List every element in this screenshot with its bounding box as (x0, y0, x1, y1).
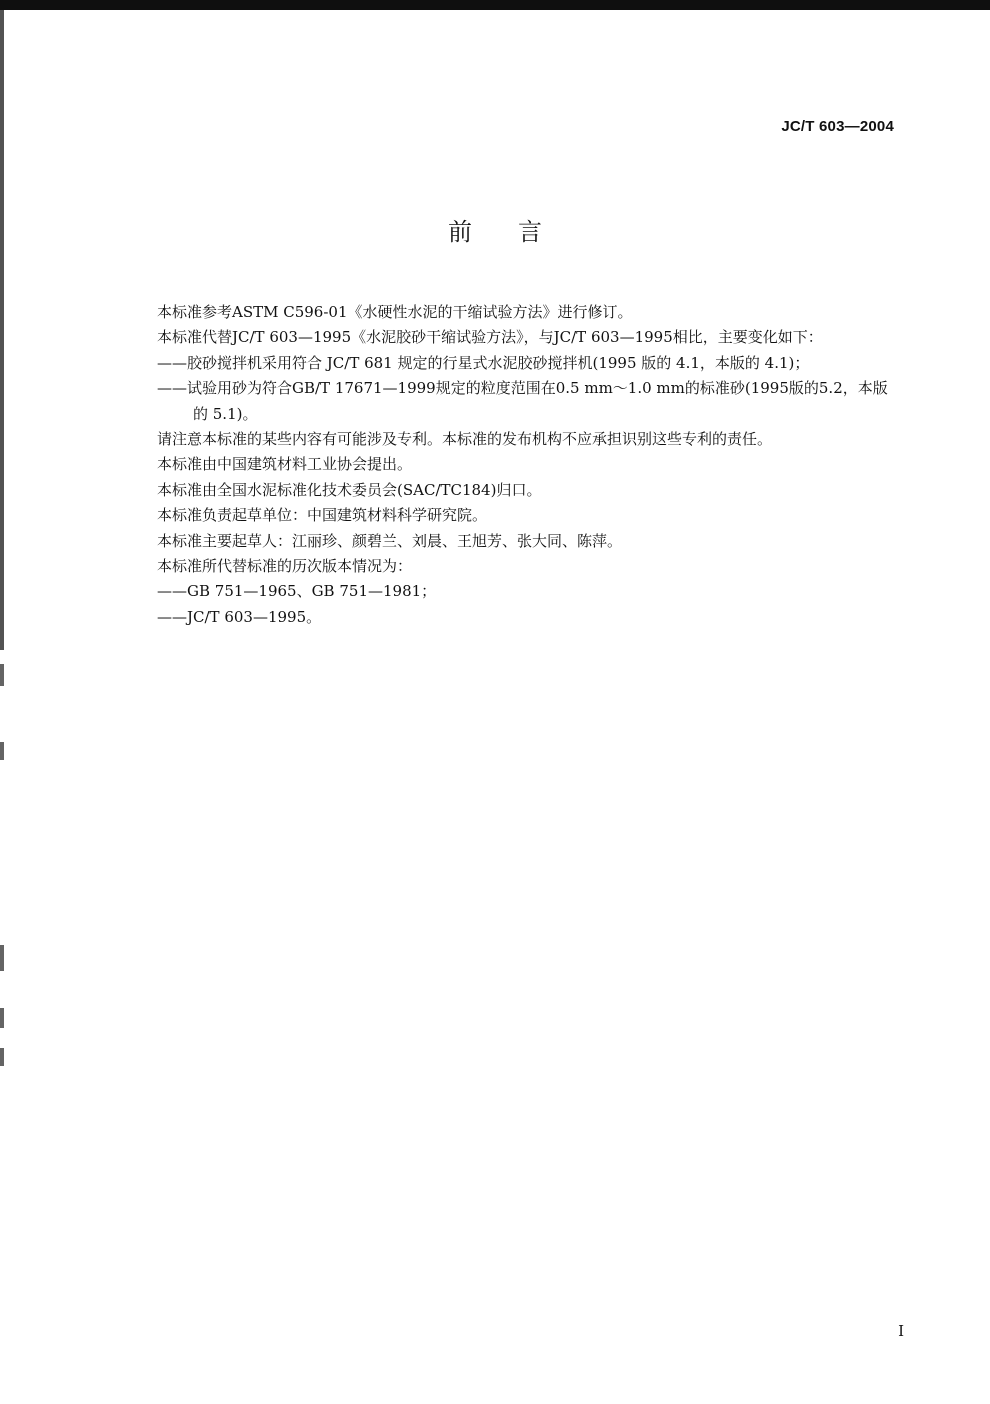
paragraph: 本标准由中国建筑材料工业协会提出。 (157, 455, 413, 474)
paragraph: 本标准主要起草人：江丽珍、颜碧兰、刘晨、王旭芳、张大同、陈萍。 (157, 531, 623, 550)
list-item: ——胶砂搅拌机采用符合 JC/T 681 规定的行星式水泥胶砂搅拌机(1995 版的 4.1，本版的 4.1)； (157, 353, 810, 372)
paragraph: 本标准代替JC/T 603—1995《水泥胶砂干缩试验方法》，与JC/T 603—1995相比，主要变化如下： (157, 328, 823, 347)
paragraph: 请注意本标准的某些内容有可能涉及专利。本标准的发布机构不应承担识别这些专利的责任。 (157, 430, 773, 449)
scan-left-mark (0, 742, 4, 760)
document-code: JC/T 603—2004 (781, 118, 894, 135)
scan-left-border (0, 10, 4, 650)
scan-left-mark (0, 1048, 4, 1066)
paragraph: 本标准所代替标准的历次版本情况为： (157, 557, 413, 576)
paragraph: 本标准负责起草单位：中国建筑材料科学研究院。 (157, 506, 488, 525)
paragraph: 本标准参考ASTM C596-01《水硬性水泥的干缩试验方法》进行修订。 (157, 303, 633, 321)
paragraph: 本标准由全国水泥标准化技术委员会(SAC/TC184)归口。 (157, 480, 542, 499)
page-number: I (898, 1322, 904, 1340)
scan-top-border (0, 0, 990, 10)
list-item: ——GB 751—1965、GB 751—1981； (157, 582, 437, 601)
scan-left-mark (0, 945, 4, 971)
scan-left-mark (0, 664, 4, 686)
foreword-body (157, 300, 902, 630)
list-item: ——JC/T 603—1995。 (157, 607, 322, 626)
list-item: ——试验用砂为符合GB/T 17671—1999规定的粒度范围在0.5 mm～1.0 mm的标准砂(1995版的5.2，本版的 5.1)。 (157, 379, 888, 423)
page-title: 前言 (448, 218, 588, 246)
scan-left-mark (0, 1008, 4, 1028)
